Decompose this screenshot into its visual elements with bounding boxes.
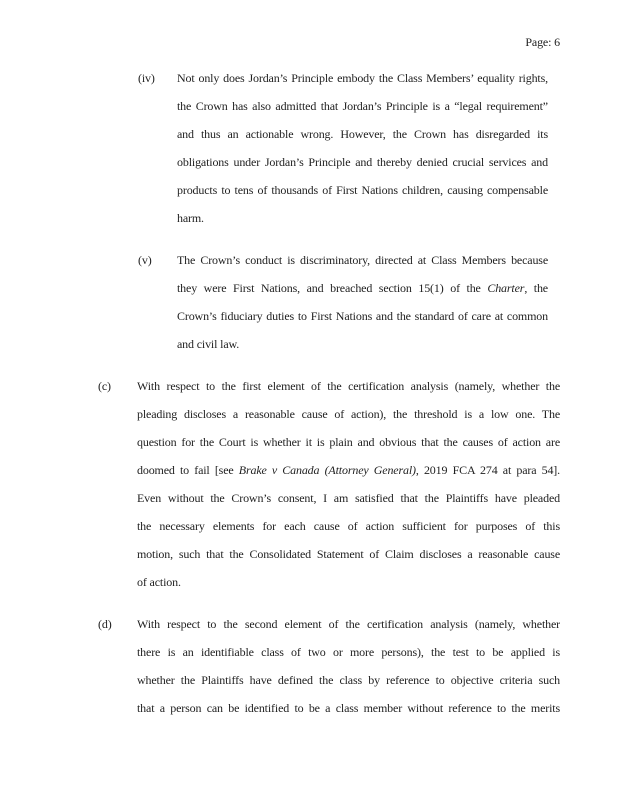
paragraph-text bbox=[177, 246, 548, 358]
text-line bbox=[137, 694, 560, 722]
paragraph-v bbox=[138, 246, 623, 358]
text-line bbox=[137, 400, 560, 428]
text-segment: The Crown’s conduct is discriminatory, directed at Class Members because bbox=[177, 253, 548, 267]
text-line bbox=[177, 302, 548, 330]
text-segment: whether the Plaintiffs have defined the class by reference to objective criteria such bbox=[137, 673, 560, 687]
text-segment: the Crown has also admitted that Jordan’s Principle is a “legal requirement” bbox=[177, 99, 548, 113]
text-line bbox=[137, 512, 560, 540]
italic-citation: Charter bbox=[487, 281, 525, 295]
text-segment: harm. bbox=[177, 211, 204, 225]
paragraph-d bbox=[98, 610, 623, 722]
text-line bbox=[177, 120, 548, 148]
text-segment: there is an identifiable class of two or more persons), the test to be applied is bbox=[137, 645, 560, 659]
text-segment: products to tens of thousands of First Nations children, causing compensable bbox=[177, 183, 548, 197]
text-segment: they were First Nations, and breached section 15(1) of the bbox=[177, 281, 488, 295]
paragraph-text bbox=[137, 372, 560, 596]
text-line bbox=[137, 484, 560, 512]
text-line bbox=[177, 92, 548, 120]
text-line bbox=[137, 540, 560, 568]
text-segment: motion, such that the Consolidated Statement of Claim discloses a reasonable cause bbox=[137, 547, 560, 561]
text-segment: obligations under Jordan’s Principle and thereby denied crucial services and bbox=[177, 155, 548, 169]
paragraph-label: (iv) bbox=[138, 71, 155, 85]
paragraph-label: (v) bbox=[138, 253, 152, 267]
text-line bbox=[177, 176, 548, 204]
text-line bbox=[137, 666, 560, 694]
text-line bbox=[177, 246, 548, 274]
paragraph-c bbox=[98, 372, 623, 596]
text-segment: , the bbox=[524, 281, 548, 295]
text-line bbox=[177, 64, 548, 92]
text-segment: With respect to the first element of the certification analysis (namely, whether the bbox=[137, 379, 560, 393]
paragraph-text bbox=[137, 610, 560, 722]
paragraph-label: (c) bbox=[98, 379, 111, 393]
text-segment: With respect to the second element of the certification analysis (namely, whether bbox=[137, 617, 560, 631]
text-segment: pleading discloses a reasonable cause of action), the threshold is a low one. The bbox=[137, 407, 560, 421]
text-segment: Not only does Jordan’s Principle embody the Class Members’ equality rights, bbox=[177, 71, 548, 85]
text-line bbox=[137, 638, 560, 666]
text-segment: Crown’s fiduciary duties to First Nations and the standard of care at common bbox=[177, 309, 548, 323]
text-segment: question for the Court is whether it is plain and obvious that the causes of action are bbox=[137, 435, 560, 449]
text-line bbox=[177, 330, 548, 358]
text-segment: doomed to fail [see bbox=[137, 463, 239, 477]
text-line bbox=[177, 204, 548, 232]
text-line bbox=[137, 568, 560, 596]
text-segment: and thus an actionable wrong. However, the Crown has disregarded its bbox=[177, 127, 548, 141]
text-segment: of action. bbox=[137, 575, 181, 589]
text-line bbox=[137, 372, 560, 400]
text-line bbox=[137, 610, 560, 638]
text-line bbox=[137, 428, 560, 456]
paragraph-label: (d) bbox=[98, 617, 112, 631]
text-segment: the necessary elements for each cause of action sufficient for purposes of this bbox=[137, 519, 560, 533]
paragraph-iv bbox=[138, 64, 623, 232]
text-segment: , 2019 FCA 274 at para 54]. bbox=[415, 463, 560, 477]
text-line bbox=[137, 456, 560, 484]
page-number: Page: 6 bbox=[525, 35, 560, 49]
text-line bbox=[177, 274, 548, 302]
text-segment: and civil law. bbox=[177, 337, 240, 351]
text-line bbox=[177, 148, 548, 176]
italic-citation: Brake v Canada (Attorney General) bbox=[238, 463, 416, 477]
paragraph-text bbox=[177, 64, 548, 232]
text-segment: Even without the Crown’s consent, I am satisfied that the Plaintiffs have pleaded bbox=[137, 491, 560, 505]
text-segment: that a person can be identified to be a class member without reference to the merits bbox=[137, 701, 560, 715]
